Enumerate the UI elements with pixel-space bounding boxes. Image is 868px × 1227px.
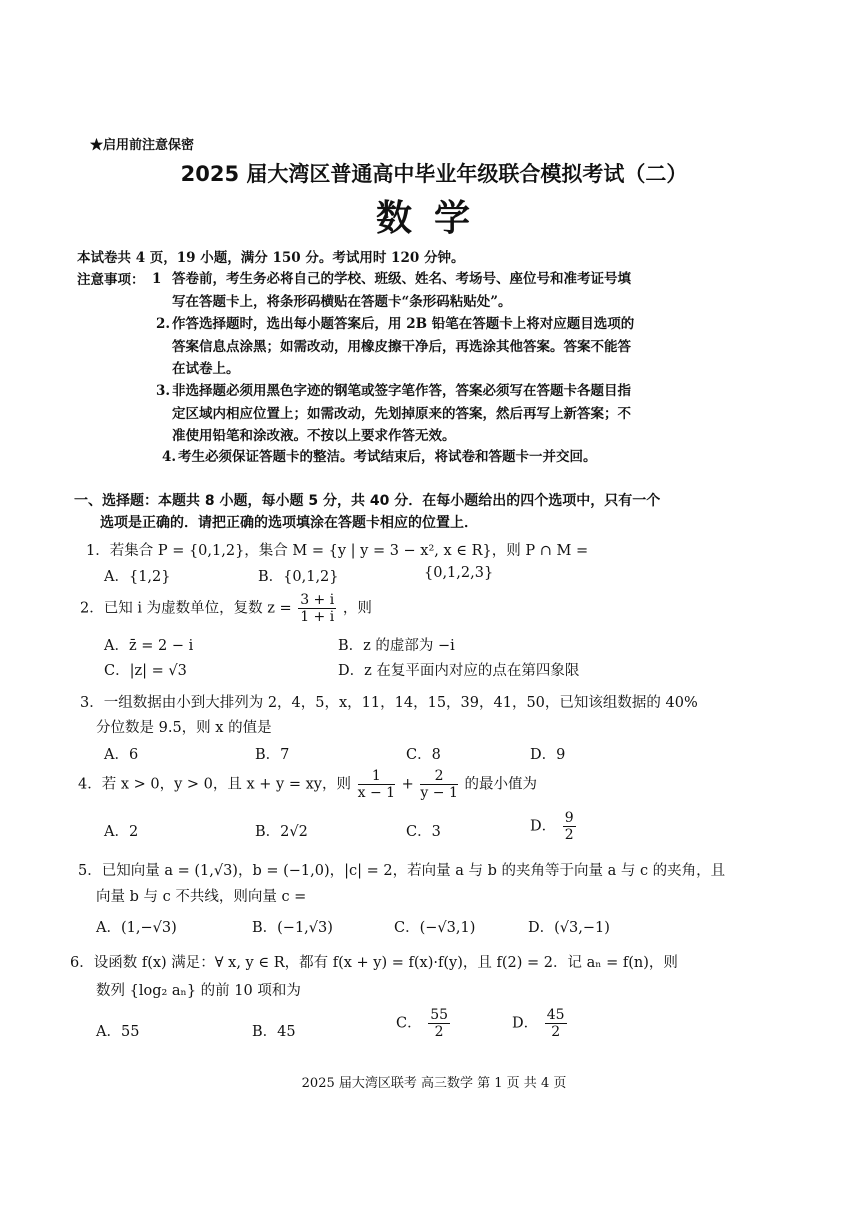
note-line: 写在答题卡上，将条形码横贴在答题卡“条形码粘贴处”。 [172,293,512,310]
q6-option-c-label: C． [396,1015,422,1032]
q6-option-d-numerator: 45 [546,1007,565,1023]
exam-title: 2025 届大湾区普通高中毕业年级联合模拟考试（二） [180,162,688,186]
question-2-stem [80,592,372,625]
q2-option-a: A．z̄ = 2 − i [104,638,194,654]
q4-option-d-denominator: 2 [564,827,574,843]
q4-stem-tail: 的最小值为 [464,776,537,793]
page-footer: 2025 届大湾区联考 高三数学 第 1 页 共 4 页 [301,1076,567,1091]
q4-fraction-1 [358,768,395,801]
q2-fraction-numerator: 3 + i [300,592,335,608]
q3-option-a: A．6 [104,747,139,763]
question-3-line1: 3．一组数据由小到大排列为 2，4，5，x，11，14，15，39，41，50，已知该组数据的 40% [80,695,698,711]
section-line: 选项是正确的．请把正确的选项填涂在答题卡相应的位置上． [100,515,478,531]
q5-option-d: D．(√3,−1) [528,920,610,936]
q4-fraction-2-numerator: 2 [420,768,457,785]
q2-fraction [298,592,336,625]
note-number: 3. [156,383,171,399]
note-line: 在试卷上。 [172,361,240,377]
q4-stem-text: 4．若 x > 0，y > 0，且 x + y = xy，则 [78,776,351,793]
q2-option-c: C．|z| = √3 [104,663,187,679]
q2-stem-text: 2．已知 i 为虚数单位，复数 z = [80,600,292,617]
question-6-line1: 6．设函数 f(x) 满足：∀ x, y ∈ R，都有 f(x + y) = f(x)·f(y)，且 f(2) = 2．记 aₙ = f(n)，则 [70,955,678,971]
note-line: 答案信息点涂黑；如需改动，用橡皮擦干净后，再选涂其他答案。答案不能答 [172,338,631,355]
question-6-line2: 数列 {log₂ aₙ} 的前 10 项和为 [96,983,301,999]
q6-option-c-denominator: 2 [434,1024,444,1040]
note-line: 考生必须保证答题卡的整洁。考试结束后，将试卷和答题卡一并交回。 [178,449,597,465]
q2-option-b: B．z 的虚部为 −i [338,638,455,654]
q6-option-c [396,1007,452,1040]
q4-option-d-fraction [563,810,576,843]
q4-plus: + [401,776,414,793]
question-1-stem: 1．若集合 P = {0,1,2}，集合 M = {y | y = 3 − x², x ∈ R}，则 P ∩ M = [86,543,589,559]
q4-option-d-numerator: 9 [564,810,574,826]
notes-label: 注意事项： [77,272,145,288]
note-number: 4. [162,449,177,465]
q6-option-d [512,1007,569,1040]
q2-fraction-denominator: 1 + i [300,609,335,625]
note-line: 作答选择题时，选出每小题答案后，用 2B 铅笔在答题卡上将对应题目选项的 [172,316,635,332]
section-heading [74,490,660,534]
q6-option-c-numerator: 55 [430,1007,449,1023]
note-number: 2. [156,316,171,332]
q5-option-a: A．(1,−√3) [96,920,177,936]
q4-fraction-2-denominator: y − 1 [420,785,458,801]
note-number: 1 [152,271,162,287]
q3-option-b: B．7 [255,747,290,763]
q6-option-b: B．45 [252,1024,296,1040]
q1-option-b: B．{0,1,2} [258,569,339,585]
q4-fraction-1-numerator: 1 [358,768,395,785]
q4-option-d [530,810,578,843]
q5-option-c: C．(−√3,1) [394,920,476,936]
question-4-stem [78,768,537,801]
q4-fraction-1-denominator: x − 1 [357,785,396,801]
confidential-mark: ★启用前注意保密 [90,138,195,153]
q4-option-d-label: D． [530,818,557,835]
question-5-line1: 5．已知向量 a = (1,√3)，b = (−1,0)，|c| = 2，若向量 a 与 b 的夹角等于向量 a 与 c 的夹角，且 [78,863,726,879]
question-5-line2: 向量 b 与 c 不共线，则向量 c = [96,889,307,905]
q3-option-c: C．8 [406,747,441,763]
q4-option-c: C．3 [406,824,441,840]
q6-option-d-label: D． [512,1015,539,1032]
q1-option-c: {0,1,2,3} [424,565,494,581]
q4-fraction-2 [420,768,457,801]
note-line: 非选择题必须用黑色字迹的钢笔或签字笔作答，答案必须写在答题卡各题目指 [172,383,631,399]
q5-option-b: B．(−1,√3) [252,920,333,936]
q6-option-c-fraction [428,1007,450,1040]
q3-option-d: D．9 [530,747,566,763]
q6-option-d-fraction [545,1007,567,1040]
q1-option-a: A．{1,2} [104,569,171,585]
q6-option-a: A．55 [96,1024,140,1040]
q2-stem-tail: ，则 [342,600,372,617]
q6-option-d-denominator: 2 [551,1024,561,1040]
subject-title: 数学 [375,197,492,239]
q4-option-a: A．2 [104,824,139,840]
section-line: 一、选择题：本题共 8 小题，每小题 5 分，共 40 分．在每小题给出的四个选项中，只有一个 [74,493,661,509]
exam-intro: 本试卷共 4 页，19 小题，满分 150 分。考试用时 120 分钟。 [77,250,465,266]
question-3-line2: 分位数是 9.5，则 x 的值是 [96,720,272,736]
q2-option-d: D．z 在复平面内对应的点在第四象限 [338,663,580,679]
note-line: 答卷前，考生务必将自己的学校、班级、姓名、考场号、座位号和准考证号填 [172,271,631,287]
q4-option-b: B．2√2 [255,824,308,840]
note-line: 准使用铅笔和涂改液。不按以上要求作答无效。 [172,428,456,444]
note-line: 定区域内相应位置上；如需改动，先划掉原来的答案，然后再写上新答案；不 [172,405,631,422]
